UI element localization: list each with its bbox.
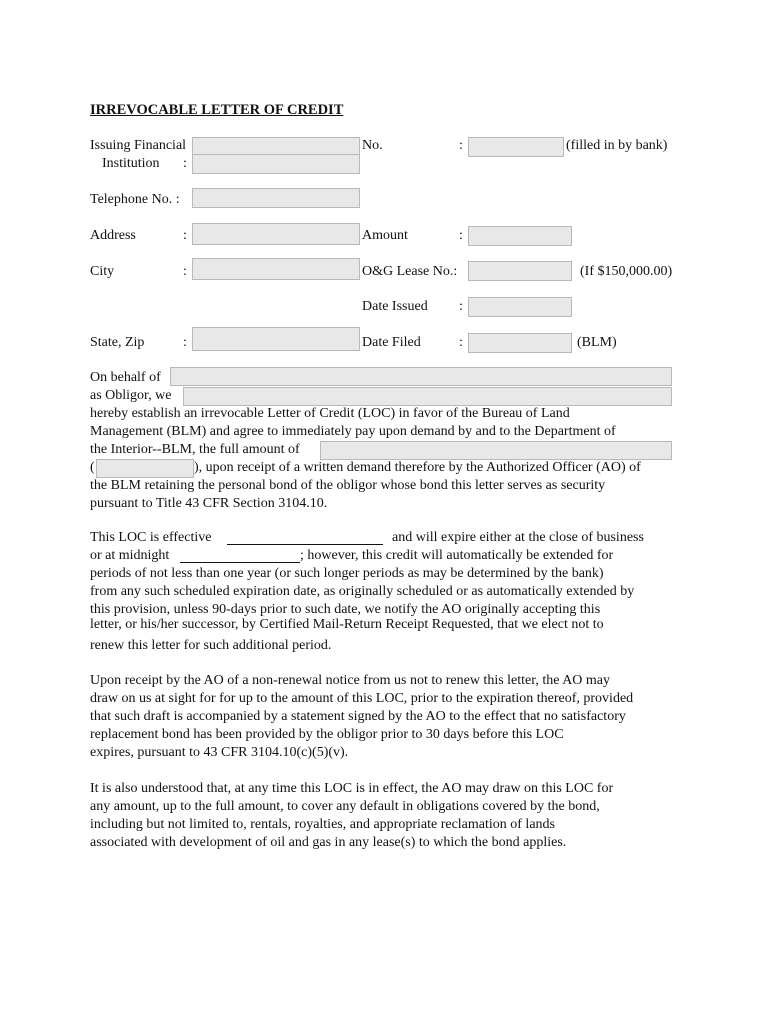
para2-line: periods of not less than one year (or such longer periods as may be determined by the bank) — [90, 566, 604, 581]
para4-line: including but not limited to, rentals, royalties, and appropriate reclamation of lands — [90, 817, 555, 832]
lease-label: O&G Lease No.: — [362, 264, 458, 279]
no-note: (filled in by bank) — [566, 138, 668, 153]
on-behalf-label: On behalf of — [90, 370, 161, 385]
state-zip-input[interactable] — [193, 328, 359, 350]
para4-line: any amount, up to the full amount, to cover any default in obligations covered by the bond, — [90, 799, 600, 814]
lease-note: (If $150,000.00) — [580, 264, 673, 279]
para1-line: hereby establish an irrevocable Letter of Credit (LOC) in favor of the Bureau of Land — [90, 406, 570, 421]
state-zip-field[interactable] — [192, 327, 360, 351]
address-label: Address — [90, 228, 136, 243]
city-label: City — [90, 264, 115, 279]
para1-line: Management (BLM) and agree to immediately pay upon demand by and to the Department of — [90, 424, 616, 439]
amount-figure-input[interactable] — [97, 460, 193, 477]
para3-line: replacement bond has been provided by the obligor prior to 30 days before this LOC — [90, 727, 564, 742]
address-field[interactable] — [192, 223, 360, 245]
date-issued-field[interactable] — [468, 297, 572, 317]
colon: : — [459, 299, 463, 314]
full-amount-input[interactable] — [321, 442, 671, 459]
amount-input[interactable] — [469, 227, 571, 245]
full-amount-label: the Interior--BLM, the full amount of — [90, 442, 300, 457]
para3-line: that such draft is accompanied by a statement signed by the AO to the effect that no satisfactory — [90, 709, 626, 724]
loc-number-input[interactable] — [469, 138, 563, 156]
on-behalf-field[interactable] — [170, 367, 672, 386]
para2-line: renew this letter for such additional period. — [90, 638, 332, 653]
telephone-input[interactable] — [193, 189, 359, 207]
issuing-institution-label: Issuing Financial — [90, 138, 187, 153]
midnight-label: or at midnight — [90, 548, 170, 563]
obligor-label: as Obligor, we — [90, 388, 172, 403]
lease-input[interactable] — [469, 262, 571, 280]
date-filed-field[interactable] — [468, 333, 572, 353]
issuing-institution-field[interactable] — [192, 154, 360, 174]
telephone-field[interactable] — [192, 188, 360, 208]
on-behalf-input[interactable] — [171, 368, 671, 385]
date-filed-note: (BLM) — [577, 335, 617, 350]
city-field[interactable] — [192, 258, 360, 280]
date-filed-input[interactable] — [469, 334, 571, 352]
effective-date-blank[interactable] — [227, 529, 383, 545]
obligor-field[interactable] — [183, 387, 672, 406]
para2-line: from any such scheduled expiration date, as originally scheduled or as automatically extended by — [90, 584, 635, 599]
colon: : — [459, 228, 463, 243]
para2-line: this provision, unless 90-days prior to such date, we notify the AO originally accepting this — [90, 602, 601, 617]
city-input[interactable] — [193, 259, 359, 279]
loc-number-field[interactable] — [468, 137, 564, 157]
issuing-institution-input[interactable] — [193, 155, 359, 173]
issuing-institution-label-2: Institution — [102, 156, 160, 171]
para2-line: ; however, this credit will automatically be extended for — [300, 548, 614, 563]
date-issued-label: Date Issued — [362, 299, 428, 314]
colon: : — [459, 335, 463, 350]
expiration-date-blank[interactable] — [180, 547, 300, 563]
para1-line: pursuant to Title 43 CFR Section 3104.10. — [90, 496, 328, 511]
paren-open: ( — [90, 460, 95, 475]
date-issued-input[interactable] — [469, 298, 571, 316]
para1-line: ), upon receipt of a written demand therefore by the Authorized Officer (AO) of — [194, 460, 641, 475]
effective-label: This LOC is effective — [90, 530, 212, 545]
address-input[interactable] — [193, 224, 359, 244]
state-zip-label: State, Zip — [90, 335, 145, 350]
para3-line: draw on us at sight for for up to the amount of this LOC, prior to the expiration thereof, provided — [90, 691, 634, 706]
full-amount-field[interactable] — [320, 441, 672, 460]
date-filed-label: Date Filed — [362, 335, 421, 350]
colon: : — [183, 228, 187, 243]
para3-line: Upon receipt by the AO of a non-renewal notice from us not to renew this letter, the AO may — [90, 673, 611, 688]
colon: : — [183, 156, 187, 171]
obligor-input[interactable] — [184, 388, 671, 405]
telephone-label: Telephone No. : — [90, 192, 180, 207]
para4-line: associated with development of oil and gas in any lease(s) to which the bond applies. — [90, 835, 567, 850]
para4-line: It is also understood that, at any time this LOC is in effect, the AO may draw on this LOC for — [90, 781, 614, 796]
document-title: IRREVOCABLE LETTER OF CREDIT — [90, 102, 344, 118]
amount-field[interactable] — [468, 226, 572, 246]
amount-figure-field[interactable] — [96, 459, 194, 478]
issuing-institution-field-top[interactable] — [192, 137, 360, 154]
para2-line: letter, or his/her successor, by Certified Mail-Return Receipt Requested, that we elect not to — [90, 617, 604, 632]
para2-line: and will expire either at the close of business — [392, 530, 644, 545]
no-label: No. — [362, 138, 383, 153]
lease-field[interactable] — [468, 261, 572, 281]
para1-line: the BLM retaining the personal bond of the obligor whose bond this letter serves as security — [90, 478, 606, 493]
colon: : — [459, 138, 463, 153]
colon: : — [183, 264, 187, 279]
colon: : — [183, 335, 187, 350]
amount-label: Amount — [362, 228, 408, 243]
para3-line: expires, pursuant to 43 CFR 3104.10(c)(5)(v). — [90, 745, 349, 760]
